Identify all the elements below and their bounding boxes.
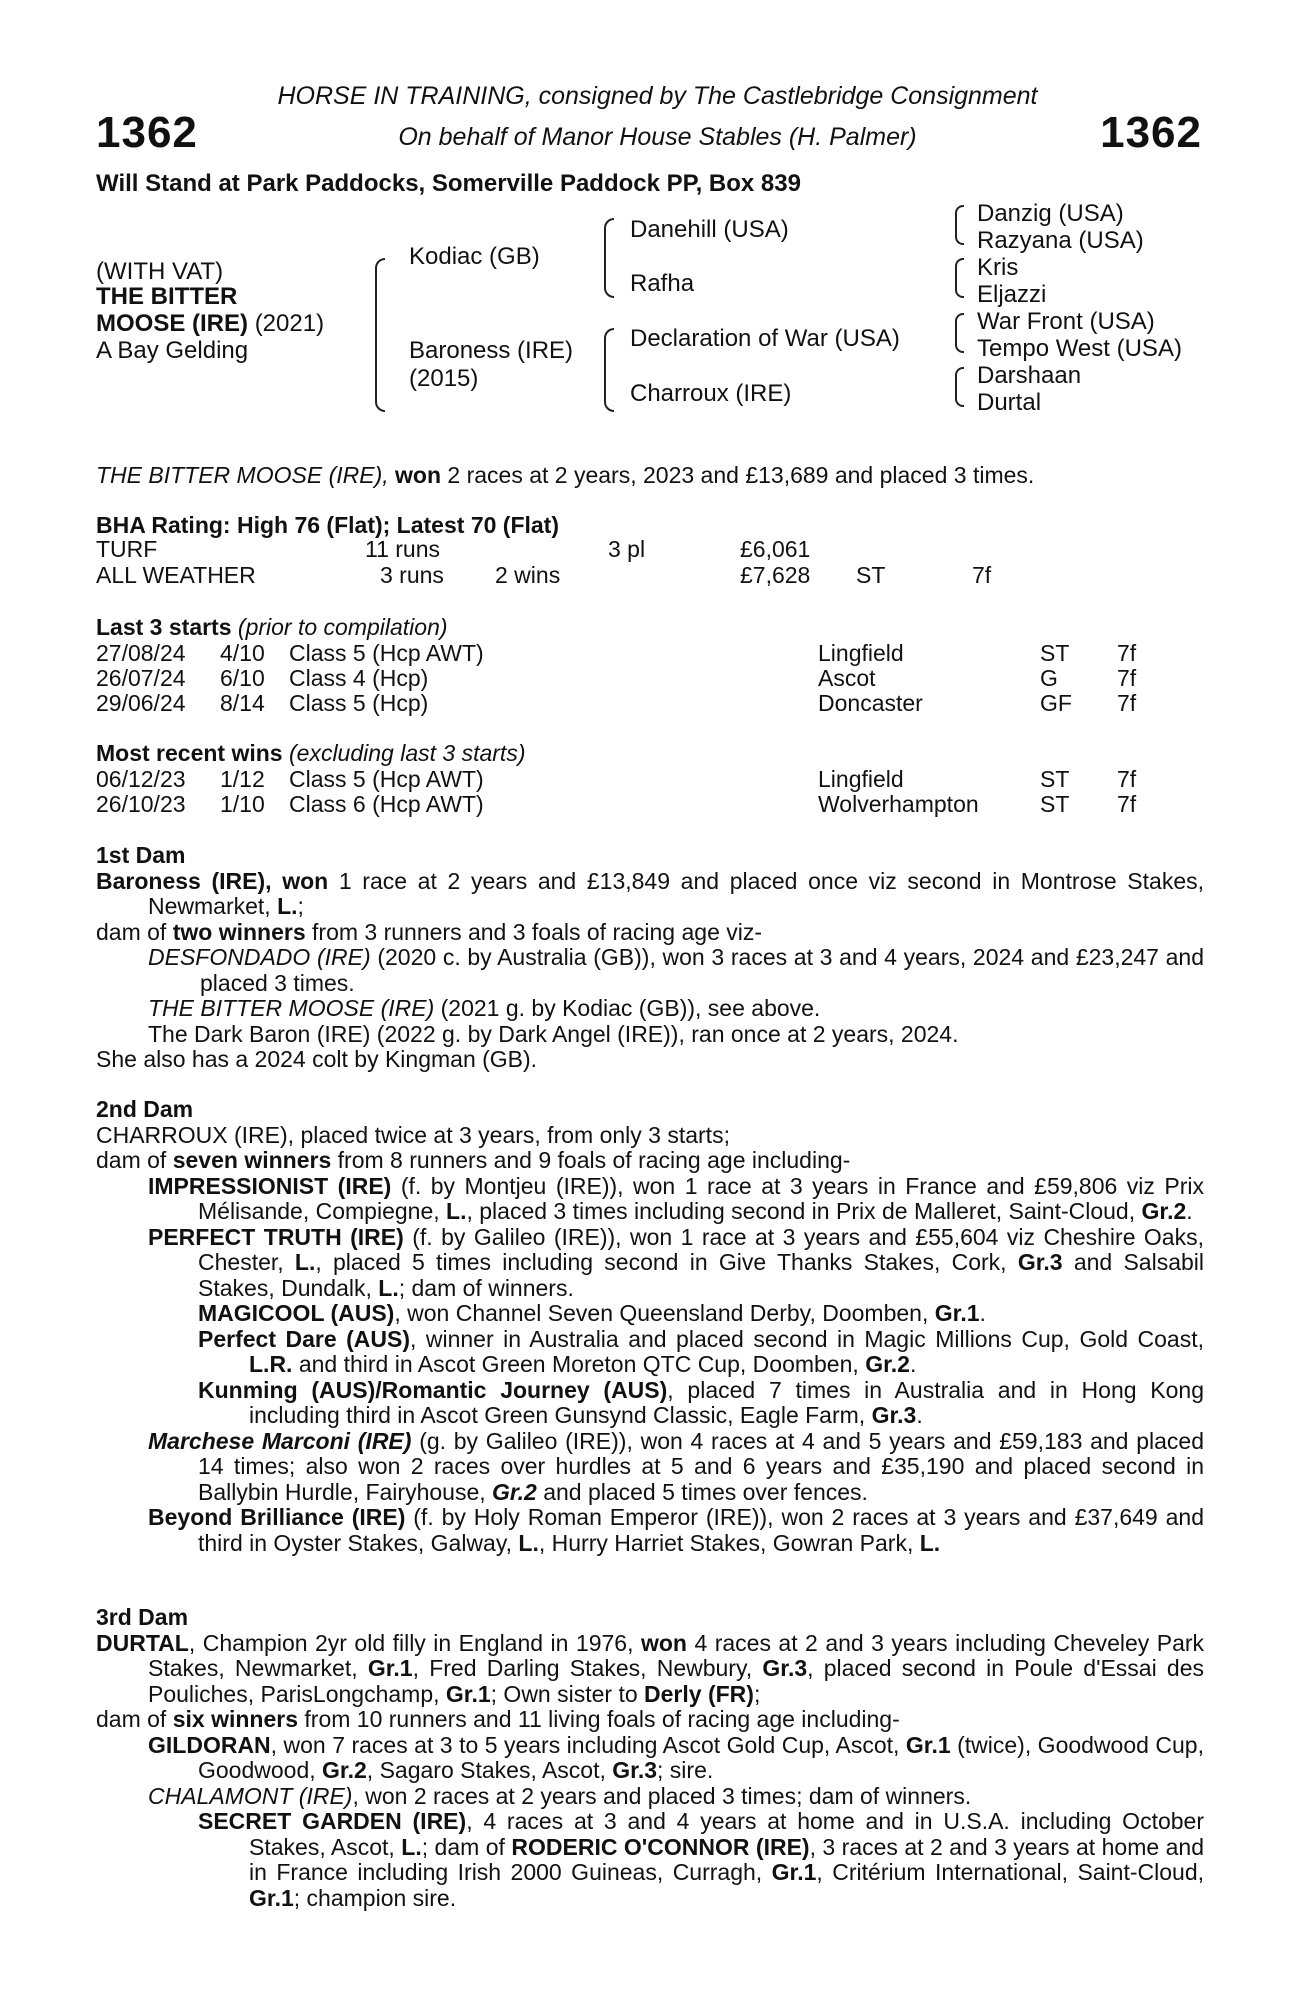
start-class: Class 5 (Hcp AWT) (289, 640, 484, 666)
produce-chalamont (96, 1784, 1204, 1810)
produce-bitter-moose (96, 996, 1204, 1022)
produce-name: DESFONDADO (IRE) (148, 944, 371, 970)
dam-record-text: ; Own sister to (490, 1680, 638, 1707)
produce-name: Marchese Marconi (IRE) (148, 1427, 412, 1454)
produce-2024-colt: She also has a 2024 colt by Kingman (GB). (96, 1046, 538, 1072)
dam-record-text: , Champion 2yr old filly in England in 1976, (188, 1629, 634, 1656)
first-dam-title: 1st Dam (96, 842, 186, 868)
start-course: Doncaster (818, 690, 923, 716)
second-dam-title: 2nd Dam (96, 1096, 194, 1122)
produce-record: , won Channel Seven Queensland Derby, Doomben, (394, 1300, 929, 1326)
third-dam-race-record (96, 1631, 1204, 1708)
dam: Baroness (IRE) (409, 337, 574, 364)
win-going: ST (1040, 766, 1070, 792)
produce-kunming (96, 1378, 1204, 1429)
lot-number-right: 1362 (1100, 108, 1202, 157)
second-dam-section (96, 1097, 1204, 1556)
bha-rating-title: BHA Rating: High 76 (Flat); Latest 70 (Flat) (96, 512, 559, 538)
listed-label: L. (378, 1274, 399, 1301)
summary-rest: 2 races at 2 years, 2023 and £13,689 and placed 3 times. (447, 462, 1035, 488)
pedigree-brace-1 (375, 258, 385, 412)
produce-text: dam of (96, 918, 167, 945)
pedigree-brace-6 (955, 313, 964, 353)
start-date: 27/08/24 (96, 640, 186, 666)
start-position: 8/14 (220, 690, 265, 716)
summary-horse-name: THE BITTER MOOSE (IRE), (96, 462, 389, 488)
produce-marchese-marconi (96, 1429, 1204, 1506)
produce-desfondado (96, 945, 1204, 996)
produce-record: , placed 3 times including second in Prix de Malleret, Saint-Cloud, (466, 1198, 1136, 1224)
horse-name-line2 (96, 310, 324, 338)
produce-record: , won 2 races at 2 years and placed 3 times; dam of winners. (352, 1782, 972, 1809)
lot-number-left: 1362 (96, 108, 198, 157)
produce-record: , won 7 races at 3 to 5 years including Ascot Gold Cup, Ascot, (270, 1731, 900, 1758)
granddam-line-1: Danzig (USA) (977, 200, 1124, 227)
recent-wins-title: Most recent wins (96, 740, 283, 766)
rating-wins: 2 wins (495, 562, 561, 588)
punctuation: ; (297, 893, 304, 919)
dam-sire: Declaration of War (USA) (630, 325, 900, 352)
punctuation: . (916, 1402, 923, 1428)
rating-placed: 3 pl (608, 536, 646, 562)
produce-text: from 3 runners and 3 foals of racing age viz- (312, 918, 763, 945)
group-label: Gr.2 (1141, 1198, 1187, 1224)
win-position: 1/10 (220, 791, 265, 817)
group-label: Gr.1 (445, 1680, 491, 1707)
winners-count: six winners (172, 1706, 298, 1732)
sire-sire: Danehill (USA) (630, 216, 789, 243)
produce-record: (f. by Holy Roman Emperor (IRE)), won 2 races at 3 years and £37,649 and third in Oyster Stakes, Galway, (198, 1504, 1204, 1556)
produce-name: SECRET GARDEN (IRE) (198, 1808, 467, 1834)
listed-label: L. (446, 1198, 467, 1224)
produce-name: PERFECT TRUTH (IRE) (148, 1223, 404, 1250)
dam-year: (2015) (409, 365, 479, 392)
produce-record: (f. by Galileo (IRE)), won 1 race at 3 years and £55,604 viz Cheshire Oaks, Chester, (198, 1223, 1204, 1275)
granddam-line-3: Kris (977, 254, 1019, 281)
win-course: Lingfield (818, 766, 904, 792)
start-position: 4/10 (220, 640, 265, 666)
on-behalf-line: On behalf of Manor House Stables (H. Palmer) (398, 123, 917, 151)
produce-name: Beyond Brilliance (IRE) (148, 1504, 406, 1530)
produce-record: (2021 g. by Kodiac (GB)), see above. (440, 995, 821, 1021)
first-dam-produce-summary (96, 920, 1204, 946)
produce-name: MAGICOOL (AUS) (198, 1300, 395, 1326)
group-label: Gr.3 (762, 1655, 808, 1681)
group-label: Gr.1 (367, 1655, 413, 1681)
pedigree-brace-4 (955, 205, 964, 245)
win-class: Class 5 (Hcp AWT) (289, 766, 484, 792)
dam-record-text: 4 races at 2 and 3 years including Cheveley Park Stakes, Newmarket, (148, 1629, 1205, 1681)
produce-text: from 8 runners and 9 foals of racing age including- (337, 1147, 851, 1173)
produce-record: , Hurry Harriet Stakes, Gowran Park, (538, 1529, 914, 1556)
start-going: GF (1040, 690, 1072, 716)
dam-record-text: , placed second in Poule d'Essai des Pouliches, ParisLongchamp, (148, 1655, 1204, 1707)
pedigree-brace-2 (604, 218, 614, 298)
granddam-line-4: Eljazzi (977, 281, 1047, 308)
granddam-line-5: War Front (USA) (977, 308, 1155, 335)
produce-perfect-truth (96, 1225, 1204, 1302)
produce-name: RODERIC O'CONNOR (IRE) (511, 1833, 810, 1860)
produce-record: ; sire. (657, 1757, 714, 1783)
group-label: Gr.1 (771, 1859, 817, 1885)
second-dam-race-record: CHARROUX (IRE), placed twice at 3 years, from only 3 starts; (96, 1121, 730, 1148)
vat-note: (WITH VAT) (96, 258, 224, 285)
punctuation: . (979, 1300, 986, 1326)
third-dam-title: 3rd Dam (96, 1604, 189, 1630)
group-label: Gr.2 (865, 1351, 910, 1377)
start-course: Ascot (818, 665, 876, 691)
start-course: Lingfield (818, 640, 904, 666)
win-class: Class 6 (Hcp AWT) (289, 791, 484, 817)
group-label: Gr.3 (612, 1757, 658, 1783)
punctuation: . (1186, 1198, 1193, 1224)
horse-name-1: THE BITTER (96, 283, 238, 310)
dam-dam: Charroux (IRE) (630, 380, 792, 407)
sire: Kodiac (GB) (409, 243, 540, 270)
first-dam-race-record (96, 869, 1204, 920)
produce-record: , Sagaro Stakes, Ascot, (366, 1757, 606, 1783)
dam-name: Baroness (IRE), (96, 867, 272, 894)
produce-record: , placed 5 times including second in Give Thanks Stakes, Cork, (315, 1249, 1007, 1275)
produce-record: and third in Ascot Green Moreton QTC Cup, Doomben, (298, 1351, 859, 1377)
win-distance: 7f (1117, 791, 1137, 817)
produce-record: (f. by Montjeu (IRE)), won 1 race at 3 years in France and £59,806 viz Prix Mélisande, Compiegne, (198, 1172, 1204, 1224)
produce-record: , 4 races at 3 and 4 years at home and in U.S.A. including October Stakes, Ascot, (249, 1808, 1204, 1860)
produce-record: and Salsabil Stakes, Dundalk, (198, 1249, 1204, 1301)
sire-dam: Rafha (630, 270, 695, 297)
start-class: Class 4 (Hcp) (289, 665, 429, 691)
produce-record: (twice), Goodwood Cup, Goodwood, (198, 1731, 1204, 1783)
group-label: Gr.1 (249, 1884, 294, 1911)
rating-runs: 3 runs (380, 562, 444, 588)
summary-won: won (395, 462, 442, 488)
race-summary (96, 462, 1034, 489)
third-dam-section (96, 1605, 1204, 1911)
granddam-line-8: Durtal (977, 389, 1042, 416)
listed-label: L. (518, 1529, 539, 1556)
sibling-name: Derly (FR) (644, 1680, 754, 1707)
first-dam-section (96, 843, 1204, 1073)
produce-text: dam of (96, 1147, 167, 1173)
punctuation: . (909, 1351, 917, 1377)
group-label: Gr.2 (492, 1478, 537, 1505)
win-distance: 7f (1117, 766, 1137, 792)
produce-text: from 10 runners and 11 living foals of racing age including- (304, 1706, 900, 1732)
produce-perfect-dare (96, 1327, 1204, 1378)
rating-surface: TURF (96, 536, 158, 562)
start-date: 29/06/24 (96, 690, 186, 716)
win-date: 26/10/23 (96, 791, 186, 817)
dam-record-text: 1 race at 2 years and £13,849 and placed once viz second in Montrose Stakes, Newmarket, (148, 867, 1205, 919)
group-label: Gr.2 (322, 1757, 367, 1783)
produce-name: Kunming (AUS)/Romantic Journey (AUS) (198, 1376, 668, 1403)
start-date: 26/07/24 (96, 665, 186, 691)
won-label: won (640, 1629, 687, 1656)
produce-record: , winner in Australia and placed second in Magic Millions Cup, Gold Coast, (409, 1325, 1204, 1352)
winners-count: two winners (172, 918, 306, 945)
start-distance: 7f (1117, 665, 1137, 691)
group-label: Gr.1 (905, 1731, 951, 1758)
win-course: Wolverhampton (818, 791, 979, 817)
rating-going: ST (856, 562, 886, 588)
produce-gildoran (96, 1733, 1204, 1784)
win-position: 1/12 (220, 766, 265, 792)
start-going: ST (1040, 640, 1070, 666)
listed-label: L. (277, 893, 298, 919)
recent-wins-note: (excluding last 3 starts) (289, 740, 526, 766)
second-dam-produce-summary (96, 1148, 1204, 1174)
produce-record: ; dam of winners. (398, 1274, 574, 1301)
dam-record-text: , Fred Darling Stakes, Newbury, (412, 1655, 753, 1681)
dam-name: DURTAL (96, 1629, 189, 1656)
produce-record: ; dam of (421, 1833, 505, 1860)
winners-count: seven winners (172, 1147, 332, 1173)
rating-earnings: £6,061 (740, 536, 811, 562)
listed-label: L. (294, 1249, 316, 1275)
group-label: Gr.3 (1017, 1249, 1063, 1275)
produce-name: THE BITTER MOOSE (IRE) (148, 995, 435, 1021)
start-distance: 7f (1117, 640, 1137, 666)
produce-record: ; champion sire. (293, 1884, 457, 1911)
pedigree-brace-3 (604, 328, 614, 412)
start-distance: 7f (1117, 690, 1137, 716)
produce-record: (g. by Galileo (IRE)), won 4 races at 4 and 5 years and £59,183 and placed 14 times; also won 2 races over hurdles at 5 and 6 years and £35,190 and placed second in Ballybin Hurdle, Fairyhouse, (198, 1427, 1204, 1505)
rating-surface: ALL WEATHER (96, 562, 256, 588)
produce-name: Perfect Dare (AUS) (198, 1325, 410, 1352)
listed-label: L.R. (249, 1351, 293, 1377)
produce-record: , 3 races at 2 and 3 years at home and in France including Irish 2000 Guineas, Curragh, (249, 1833, 1204, 1885)
third-dam-produce-summary (96, 1707, 1204, 1733)
start-position: 6/10 (220, 665, 265, 691)
produce-name: IMPRESSIONIST (IRE) (148, 1172, 392, 1199)
produce-name: CHALAMONT (IRE) (148, 1782, 353, 1809)
punctuation: ; (753, 1680, 761, 1707)
last-starts-title: Last 3 starts (96, 614, 232, 640)
granddam-line-7: Darshaan (977, 362, 1082, 389)
produce-name: GILDORAN (148, 1731, 271, 1758)
group-label: Gr.1 (934, 1300, 980, 1326)
produce-text: dam of (96, 1706, 167, 1732)
produce-beyond-brilliance (96, 1505, 1204, 1556)
produce-record: (2020 c. by Australia (GB)), won 3 races at 3 and 4 years, 2024 and £23,247 and placed 3 times. (200, 944, 1205, 996)
listed-label: L. (401, 1833, 422, 1860)
produce-magicool (96, 1301, 1204, 1327)
won-label: won (282, 867, 329, 894)
win-date: 06/12/23 (96, 766, 186, 792)
produce-dark-baron: The Dark Baron (IRE) (2022 g. by Dark Angel (IRE)), ran once at 2 years, 2024. (148, 1020, 959, 1047)
rating-runs: 11 runs (365, 536, 441, 562)
listed-label: L. (919, 1529, 941, 1556)
last-starts-heading (96, 614, 448, 641)
produce-record: and placed 5 times over fences. (543, 1478, 868, 1505)
granddam-line-2: Razyana (USA) (977, 227, 1144, 254)
group-label: Gr.3 (871, 1402, 917, 1428)
recent-wins-heading (96, 740, 525, 767)
stand-location: Will Stand at Park Paddocks, Somerville Paddock PP, Box 839 (96, 170, 801, 197)
produce-secret-garden (96, 1809, 1204, 1911)
produce-record: , placed 7 times in Australia and in Hong Kong including third in Ascot Green Gunsynd Classic, Eagle Farm, (249, 1376, 1204, 1428)
win-going: ST (1040, 791, 1070, 817)
consignor-line: HORSE IN TRAINING, consigned by The Castlebridge Consignment (277, 82, 1038, 110)
granddam-line-6: Tempo West (USA) (977, 335, 1182, 362)
horse-name-2: MOOSE (IRE) (96, 310, 249, 337)
horse-year: (2021) (254, 310, 325, 337)
horse-description: A Bay Gelding (96, 337, 249, 364)
start-class: Class 5 (Hcp) (289, 690, 429, 716)
produce-impressionist (96, 1174, 1204, 1225)
rating-distance: 7f (972, 562, 992, 588)
last-starts-note: (prior to compilation) (237, 614, 448, 640)
pedigree-brace-5 (955, 258, 964, 298)
rating-earnings: £7,628 (740, 562, 811, 588)
start-going: G (1040, 665, 1058, 691)
pedigree-brace-7 (955, 367, 964, 407)
produce-record: , Critérium International, Saint-Cloud, (816, 1859, 1205, 1885)
